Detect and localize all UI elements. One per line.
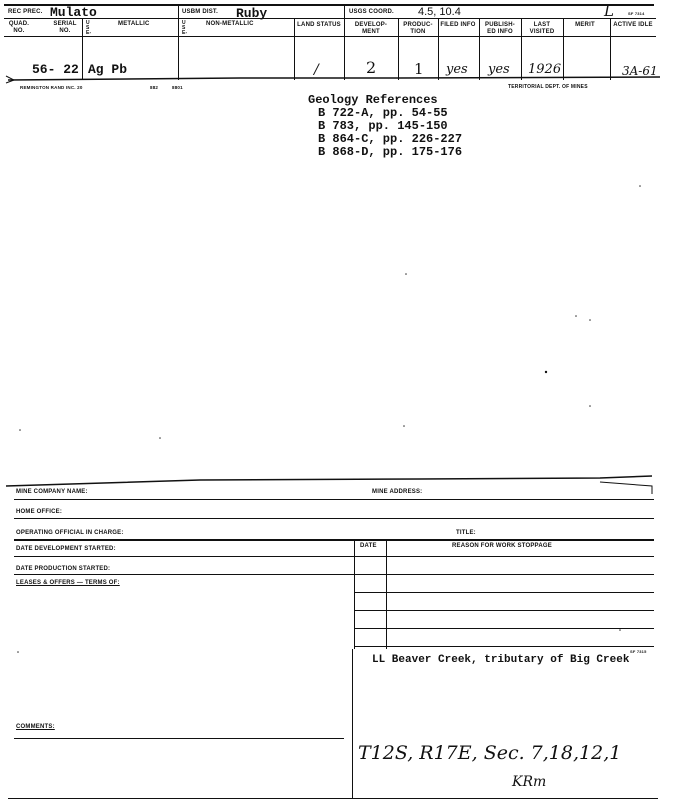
rec-prec-label: REC PREC. (8, 9, 43, 15)
active-idle-value: 3A-61 (622, 64, 658, 78)
date-development-label: DATE DEVELOPMENT STARTED: (16, 546, 116, 552)
mine-address-label: MINE ADDRESS: (372, 489, 423, 495)
active-idle-header: ACTIVE IDLE (613, 22, 653, 28)
date-column-header: DATE (360, 543, 377, 549)
production-header: PRODUC-TION (403, 22, 433, 35)
merit-header: MERIT (575, 22, 595, 28)
title-label: TITLE: (456, 530, 476, 536)
geology-ref: B 864-C, pp. 226-227 (318, 132, 463, 146)
land-status-header: LAND STATUS (297, 22, 341, 28)
leases-offers-label: LEASES & OFFERS — TERMS OF: (16, 580, 120, 586)
handwritten-coordinates: T12S, R17E, Sec. 7,18,12,1 (358, 742, 622, 764)
corner-mark: L (604, 2, 614, 20)
lower-card-top-edge (0, 470, 678, 494)
published-info-value: yes (488, 62, 510, 77)
published-info-header: PUBLISH-ED INFO (485, 22, 515, 35)
development-header: DEVELOP-MENT (354, 22, 388, 35)
geology-ref: B 783, pp. 145-150 (318, 119, 448, 133)
filed-info-value: yes (446, 62, 468, 77)
quad-serial-value: 56- 22 (32, 62, 79, 77)
serial-no-header: SERIAL NO. (53, 21, 77, 34)
printer-imprint: REMINGTON RAND INC. 20 (20, 85, 83, 90)
operating-official-label: OPERATING OFFICIAL IN CHARGE: (16, 530, 124, 536)
last-visited-value: 1926 (528, 62, 562, 77)
mine-company-label: MINE COMPANY NAME: (16, 489, 88, 495)
rec-prec-value: Mulato (50, 5, 97, 20)
geology-title: Geology References (308, 93, 438, 107)
location-note: LL Beaver Creek, tributary of Big Creek (372, 654, 630, 666)
non-metallic-header: NON-METALLIC (206, 21, 254, 27)
usgs-coord-value: 4.5, 10.4 (418, 6, 461, 18)
development-value: 2 (366, 58, 377, 77)
reason-column-header: REASON FOR WORK STOPPAGE (452, 543, 552, 549)
usbm-dist-value: Ruby (236, 6, 268, 21)
usgs-coord-label: USGS COORD. (349, 9, 394, 15)
comments-label: COMMENTS: (16, 724, 55, 730)
production-value: 1 (414, 60, 424, 78)
date-production-label: DATE PRODUCTION STARTED: (16, 566, 111, 572)
usbm-dist-label: USBM DIST. (182, 9, 219, 15)
geology-ref: B 722-A, pp. 54-55 (318, 106, 448, 120)
handwritten-initials: KRm (512, 774, 547, 790)
territorial-dept: TERRITORIAL DEPT. OF MINES (508, 84, 588, 90)
metallic-header: METALLIC (118, 21, 150, 27)
metallic-value: Ag Pb (88, 62, 128, 77)
geology-ref: B 868-D, pp. 175-176 (318, 145, 463, 159)
form-number-bottom: SF 7315 (630, 649, 647, 654)
home-office-label: HOME OFFICE: (16, 509, 63, 515)
land-status-value: / (314, 62, 319, 78)
printer-code-1: 882 (150, 85, 159, 90)
form-number-top: SF 7314 (628, 11, 645, 16)
printer-code-2: 8801 (172, 85, 183, 90)
filed-info-header: FILED INFO (440, 22, 476, 28)
quad-no-header: QUAD. NO. (8, 21, 30, 34)
last-visited-header: LAST VISITED (529, 22, 555, 35)
